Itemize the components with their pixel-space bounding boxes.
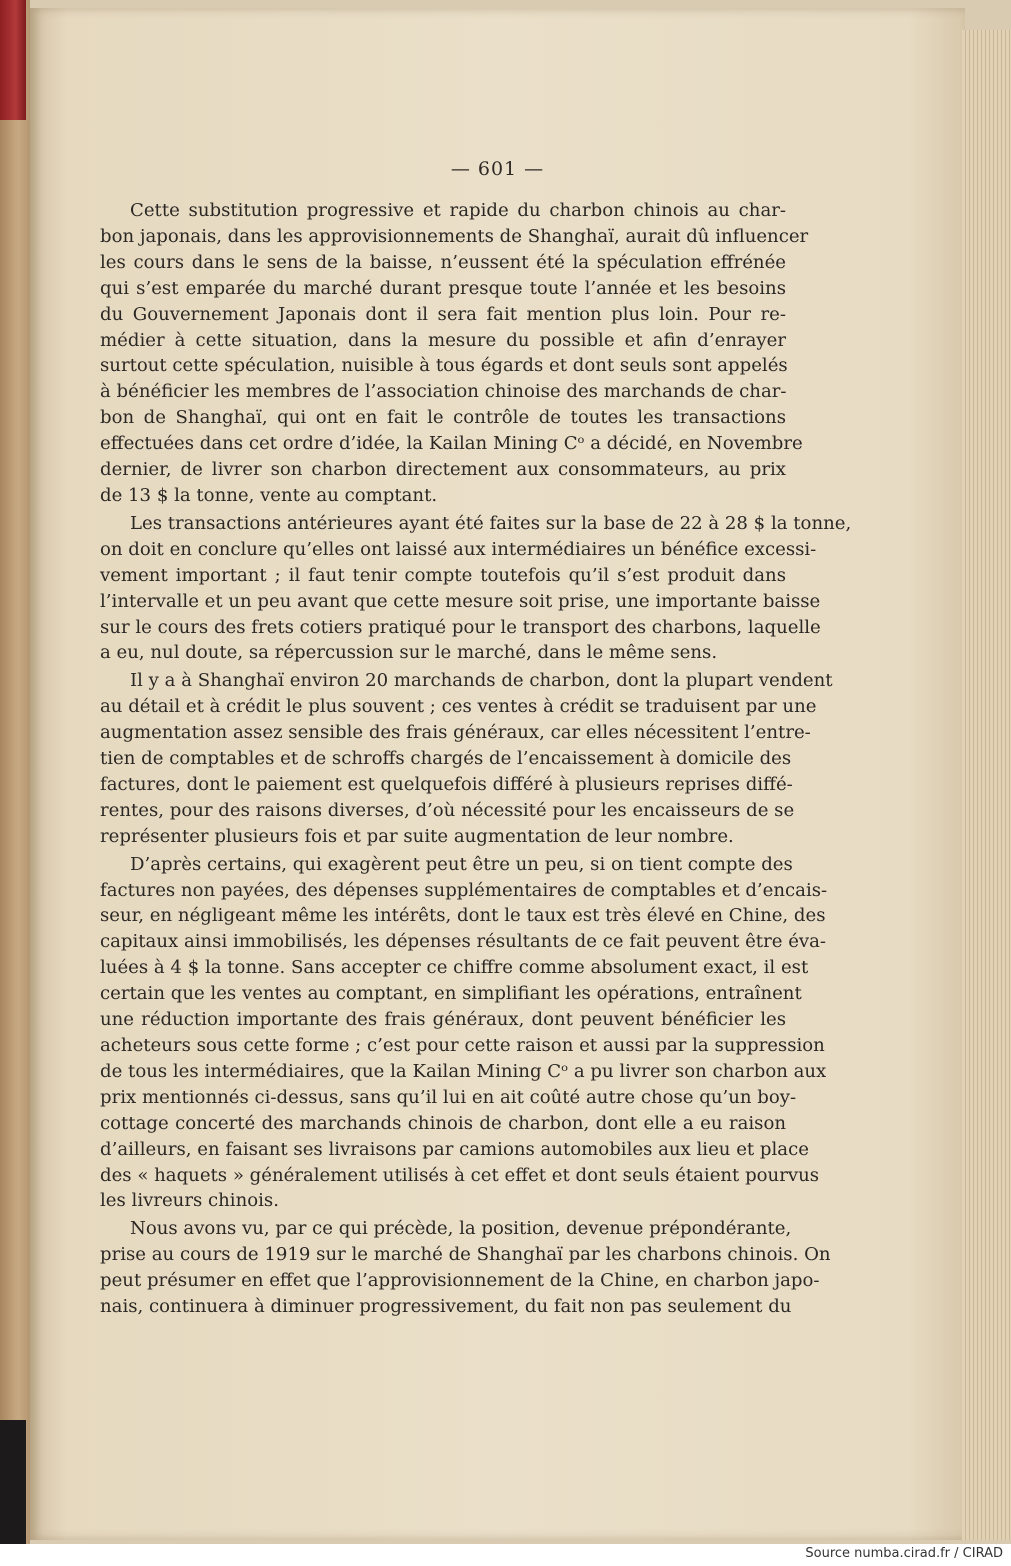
- text-line: surtout cette spéculation, nuisible à tous égards et dont seuls sont appelés: [100, 355, 788, 377]
- text-line: les livreurs chinois.: [100, 1190, 279, 1212]
- text-line: représenter plusieurs fois et par suite augmentation de leur nombre.: [100, 825, 734, 847]
- text-line: peut présumer en effet que l’approvisionnement de la Chine, en charbon japo-: [100, 1270, 820, 1292]
- source-credit: Source numba.cirad.fr / CIRAD: [805, 1546, 1003, 1561]
- paragraph: [100, 1216, 831, 1320]
- text-line: rentes, pour des raisons diverses, d’où nécessité pour les encaisseurs de se: [100, 799, 795, 821]
- text-line: au détail et à crédit le plus souvent ; ces ventes à crédit se traduisent par une: [100, 696, 817, 718]
- paragraph: [100, 198, 809, 509]
- text-line: augmentation assez sensible des frais généraux, car elles nécessitent l’entre-: [100, 722, 811, 744]
- text-line: l’intervalle et un peu avant que cette mesure soit prise, une importante baisse: [100, 590, 821, 612]
- text-line: cottage concerté des marchands chinois de charbon, dont elle a eu raison: [100, 1112, 786, 1134]
- text-line: seur, en négligeant même les intérêts, dont le taux est très élevé en Chine, des: [100, 905, 826, 927]
- text-line: factures non payées, des dépenses supplémentaires de comptables et d’encais-: [100, 879, 828, 901]
- text-line: capitaux ainsi immobilisés, les dépenses résultants de ce fait peuvent être éva-: [100, 931, 827, 953]
- text-line: à bénéficier les membres de l’association chinoise des marchands de char-: [100, 381, 787, 403]
- text-line: prix mentionnés ci-dessus, sans qu’il lui en ait coûté autre chose qu’un boy-: [100, 1086, 797, 1108]
- text-line: d’ailleurs, en faisant ses livraisons par camions automobiles aux lieu et place: [100, 1138, 809, 1160]
- book-binding: [0, 0, 30, 1544]
- text-line: Il y a à Shanghaï environ 20 marchands de charbon, dont la plupart vendent: [130, 670, 833, 692]
- paragraph: [100, 511, 852, 666]
- text-line: bon de Shanghaï, qui ont en fait le contrôle de toutes les transactions: [100, 407, 786, 429]
- text-line: factures, dont le paiement est quelquefois différé à plusieurs reprises diffé-: [100, 773, 793, 795]
- black-ribbon-bookmark: [0, 1420, 26, 1544]
- paragraph: [100, 852, 828, 1215]
- text-line: de tous les intermédiaires, que la Kailan Mining Cᵒ a pu livrer son charbon aux: [100, 1060, 827, 1082]
- text-line: on doit en conclure qu’elles ont laissé aux intermédiaires un bénéfice excessi-: [100, 538, 817, 560]
- text-line: a eu, nul doute, sa répercussion sur le marché, dans le même sens.: [100, 642, 718, 664]
- text-line: des « haquets » généralement utilisés à cet effet et dont seuls étaient pourvus: [100, 1164, 820, 1186]
- text-line: sur le cours des frets cotiers pratiqué pour le transport des charbons, laquelle: [100, 616, 821, 638]
- text-line: vement important ; il faut tenir compte toutefois qu’il s’est produit dans: [100, 564, 786, 586]
- text-line: les cours dans le sens de la baisse, n’eussent été la spéculation effrénée: [100, 251, 786, 273]
- page-edges: [962, 30, 1011, 1540]
- text-line: de 13 $ la tonne, vente au comptant.: [100, 484, 438, 506]
- page-number: — 601 —: [450, 158, 545, 180]
- text-line: luées à 4 $ la tonne. Sans accepter ce chiffre comme absolument exact, il est: [100, 957, 809, 979]
- text-line: Cette substitution progressive et rapide du charbon chinois au char-: [130, 200, 786, 221]
- text-line: prise au cours de 1919 sur le marché de Shanghaï par les charbons chinois. On: [100, 1244, 831, 1266]
- red-ribbon-bookmark: [0, 0, 26, 120]
- text-line: certain que les ventes au comptant, en simplifiant les opérations, entraînent: [100, 983, 802, 1005]
- body-text: [100, 198, 852, 1320]
- text-line: acheteurs sous cette forme ; c’est pour cette raison et aussi par la suppression: [100, 1035, 825, 1056]
- text-line: nais, continuera à diminuer progressivement, du fait non pas seulement du: [100, 1296, 792, 1318]
- text-line: tien de comptables et de schroffs chargés de l’encaissement à domicile des: [100, 748, 792, 770]
- text-line: bon japonais, dans les approvisionnements de Shanghaï, aurait dû influencer: [100, 225, 809, 247]
- text-line: Les transactions antérieures ayant été faites sur la base de 22 à 28 $ la tonne,: [130, 512, 852, 534]
- text-line: du Gouvernement Japonais dont il sera fait mention plus loin. Pour re-: [100, 303, 786, 325]
- text-line: une réduction importante des frais généraux, dont peuvent bénéficier les: [100, 1009, 786, 1031]
- text-line: effectuées dans cet ordre d’idée, la Kailan Mining Cᵒ a décidé, en Novembre: [100, 433, 803, 455]
- text-line: qui s’est emparée du marché durant presque toute l’année et les besoins: [100, 277, 786, 299]
- text-line: dernier, de livrer son charbon directement aux consommateurs, au prix: [100, 459, 786, 481]
- text-line: médier à cette situation, dans la mesure du possible et afin d’enrayer: [100, 329, 786, 351]
- text-line: Nous avons vu, par ce qui précède, la position, devenue prépondérante,: [130, 1218, 792, 1240]
- paragraph: [100, 668, 833, 849]
- text-line: D’après certains, qui exagèrent peut être un peu, si on tient compte des: [130, 853, 793, 875]
